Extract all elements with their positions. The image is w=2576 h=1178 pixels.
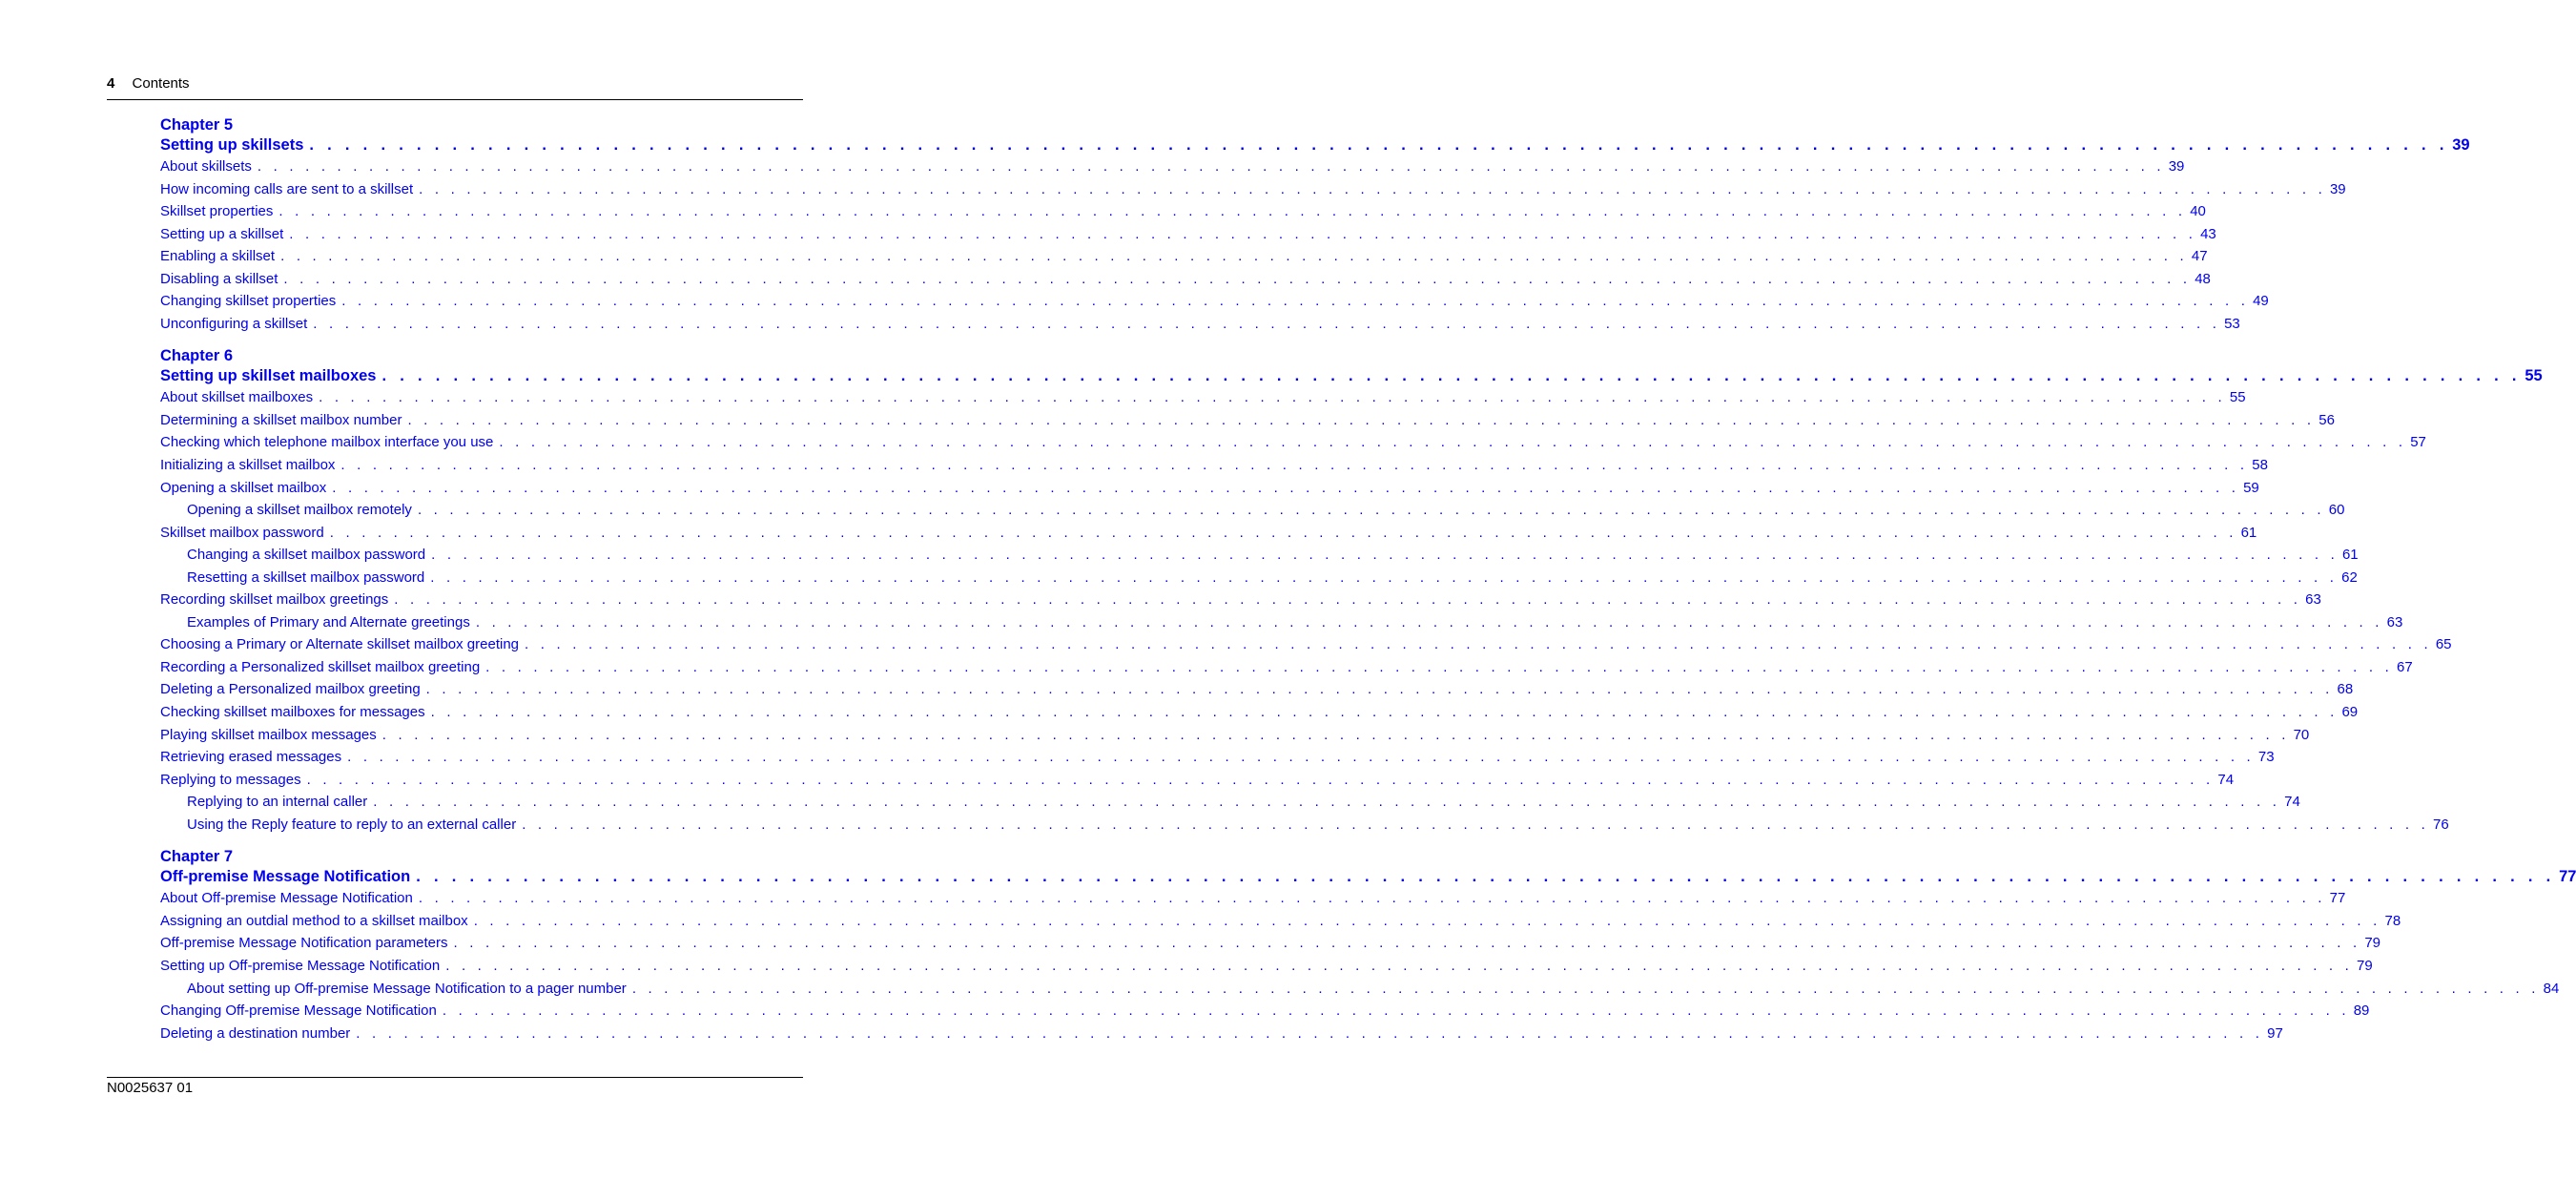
dot-leader: . . . . . . . . . . . . . . . . . . . . . . . . . . . . . . . . . . . . . . . . . . . . . . . . . . . . . . . . . . . . . . . . . . . . . . . . . . . . . . . . . . . . . . . . . . . . . . . . . . . . . . . . . . . . . . . . . . . . . . . . [381,726,2290,743]
section-title: Contents [132,75,190,92]
toc-entry-link-text: Replying to an internal caller [187,794,368,811]
toc-entry-link[interactable] [160,431,2426,454]
toc-entry-link-text: Opening a skillset mailbox [160,479,327,496]
toc-entry-link[interactable] [160,522,2257,545]
toc-entry-link-page: 70 [2293,726,2310,743]
toc-entry-link[interactable] [160,1023,2283,1045]
table-of-contents [160,116,2576,1057]
toc-entry-link-text: Skillset mailbox password [160,524,324,541]
toc-entry-link[interactable] [160,769,2235,792]
toc-entry-link-text: Determining a skillset mailbox number [160,411,402,428]
dot-leader: . . . . . . . . . . . . . . . . . . . . . . . . . . . . . . . . . . . . . . . . . . . . . . . . . . . . . . . . . . . . . . . . . . . . . . . . . . . . . . . . . . . . . . . . . . . . . . . . . . . . . . . . . . . . . . . . . . . . . . . . [257,158,2165,175]
toc-entry-link-page: 77 [2329,890,2346,907]
toc-entry-link-page: 74 [2217,771,2235,788]
dot-leader: . . . . . . . . . . . . . . . . . . . . . . . . . . . . . . . . . . . . . . . . . . . . . . . . . . . . . . . . . . . . . . . . . . . . . . . . . . . . . . . . . . . . . . . . . . . . . . . . . . . . . . . . . . . . . . . . . . . . . . . . [525,636,2432,653]
toc-entry-link-page: 39 [2168,158,2185,175]
toc-entry-link[interactable] [160,223,2216,246]
toc-entry-link[interactable] [160,611,2403,634]
dot-leader: . . . . . . . . . . . . . . . . . . . . . . . . . . . . . . . . . . . . . . . . . . . . . . . . . . . . . . . . . . . . . . . . . . . . . . . . . . . . . . . . . . . . . . . . . . . . . . . . . . . . . . . . . . . . . . . . . . . . . . . . [417,502,2325,519]
toc-entry-link[interactable] [160,791,2300,814]
chapter-title-link[interactable] [160,134,2470,155]
chapter-title-link[interactable] [160,365,2543,386]
chapter-title-link-text: Off-premise Message Notification [160,868,411,886]
toc-entry-link-text: Enabling a skillset [160,248,276,265]
toc-entry-link-page: 62 [2341,568,2358,586]
toc-entry-link-text: About skillset mailboxes [160,389,314,406]
toc-entry-link-page: 73 [2257,749,2275,766]
dot-leader: . . . . . . . . . . . . . . . . . . . . . . . . . . . . . . . . . . . . . . . . . . . . . . . . . . . . . . . . . . . . . . . . . . . . . . . . . . . . . . . . . . . . . . . . . . . . . . . . . . . . . . . . . . . . . . . . . . . . . . . . [329,524,2237,541]
toc-entry-link[interactable] [160,633,2452,656]
toc-entry-link[interactable] [160,200,2206,223]
chapter-title-link[interactable] [160,866,2576,887]
toc-entry-link-text: Disabling a skillset [160,270,278,287]
dot-leader: . . . . . . . . . . . . . . . . . . . . . . . . . . . . . . . . . . . . . . . . . . . . . . . . . . . . . . . . . . . . . . . . . . . . . . . . . . . . . . . . . . . . . . . . . . . . . . . . . . . . . . . . . . . . . . . . . . . . . . . . [430,704,2339,721]
dot-leader: . . . . . . . . . . . . . . . . . . . . . . . . . . . . . . . . . . . . . . . . . . . . . . . . . . . . . . . . . . . . . . . . . . . . . . . . . . . . . . . . . . . . . . . . . . . . . . . . . . . . . . . . . . . . . . . . . . . . . . . . [278,203,2187,220]
toc-entry-link-text: Setting up Off-premise Message Notification [160,957,441,974]
dot-leader: . . . . . . . . . . . . . . . . . . . . . . . . . . . . . . . . . . . . . . . . . . . . . . . . . . . . . . . . . . . . . . . . . . . . . . . . . . . . . . . . . . . . . . . . . . . . . . . . . . . . . . . . . . . . . . . . . . . . . . . . [475,613,2383,630]
footer-rule [107,1077,803,1078]
dot-leader: . . . . . . . . . . . . . . . . . . . . . . . . . . . . . . . . . . . . . . . . . . . . . . . . . . . . . . . . . . . . . . . . . . . . . . . . . . . . . . . . . . . . . . . . . . . . . . . . . . . . . . . . . . . . . . . . . . . . . . . . [347,749,2255,766]
toc-entry-link-page: 89 [2353,1002,2370,1020]
dot-leader: . . . . . . . . . . . . . . . . . . . . . . . . . . . . . . . . . . . . . . . . . . . . . . . . . . . . . . . . . . . . . . . . . . . . . . . . . . . . . . . . . . . . . . . . . . . . . . . . . . . . . . . . . . . . . . . . . . . . . . . . [381,367,2522,385]
toc-entry-link-page: 60 [2328,502,2345,519]
toc-entry-link[interactable] [160,589,2321,611]
toc-entry-link-text: About Off-premise Message Notification [160,890,413,907]
toc-entry-link[interactable] [160,746,2275,769]
toc-entry-link[interactable] [160,656,2413,679]
chapter-label[interactable]: Chapter 5 [160,116,234,134]
chapter-section [160,116,2470,335]
chapter-section [160,347,2543,836]
toc-entry-link-page: 84 [2543,980,2560,997]
toc-entry-link-page: 57 [2410,434,2426,451]
toc-entry-link-text: Deleting a destination number [160,1024,351,1042]
toc-entry-link-page: 76 [2433,816,2449,833]
toc-entry-link[interactable] [160,477,2259,500]
dot-leader: . . . . . . . . . . . . . . . . . . . . . . . . . . . . . . . . . . . . . . . . . . . . . . . . . . . . . . . . . . . . . . . . . . . . . . . . . . . . . . . . . . . . . . . . . . . . . . . . . . . . . . . . . . . . . . . . . . . . . . . . [340,457,2249,474]
toc-entry-link-page: 49 [2253,293,2269,310]
toc-entry-link-page: 40 [2190,203,2206,220]
toc-entry-link-page: 69 [2341,704,2359,721]
dot-leader: . . . . . . . . . . . . . . . . . . . . . . . . . . . . . . . . . . . . . . . . . . . . . . . . . . . . . . . . . . . . . . . . . . . . . . . . . . . . . . . . . . . . . . . . . . . . . . . . . . . . . . . . . . . . . . . . . . . . . . . . [341,293,2250,310]
toc-entry-link-page: 63 [2305,591,2321,609]
toc-entry-link[interactable] [160,678,2354,701]
toc-entry-link-page: 63 [2386,613,2403,630]
toc-entry-link-text: Replying to messages [160,771,301,788]
chapter-title-link-page: 39 [2452,136,2470,154]
toc-entry-link-text: Recording a Personalized skillset mailbox greeting [160,658,481,675]
toc-entry-link-page: 39 [2329,180,2346,197]
toc-entry-link-text: Checking which telephone mailbox interface you use [160,434,494,451]
toc-entry-link[interactable] [160,955,2373,978]
page-footer [107,1080,193,1096]
dot-leader: . . . . . . . . . . . . . . . . . . . . . . . . . . . . . . . . . . . . . . . . . . . . . . . . . . . . . . . . . . . . . . . . . . . . . . . . . . . . . . . . . . . . . . . . . . . . . . . . . . . . . . . . . . . . . . . . . . . . . . . . [473,912,2381,929]
toc-entry-link-page: 47 [2191,248,2208,265]
toc-entry-link-text: Resetting a skillset mailbox password [187,568,425,586]
toc-entry-link[interactable] [160,313,2240,336]
dot-leader: . . . . . . . . . . . . . . . . . . . . . . . . . . . . . . . . . . . . . . . . . . . . . . . . . . . . . . . . . . . . . . . . . . . . . . . . . . . . . . . . . . . . . . . . . . . . . . . . . . . . . . . . . . . . . . . . . . . . . . . . [445,957,2354,974]
toc-entry-link-text: About skillsets [160,158,252,175]
dot-leader: . . . . . . . . . . . . . . . . . . . . . . . . . . . . . . . . . . . . . . . . . . . . . . . . . . . . . . . . . . . . . . . . . . . . . . . . . . . . . . . . . . . . . . . . . . . . . . . . . . . . . . . . . . . . . . . . . . . . . . . . [485,658,2393,675]
header-rule [107,99,803,100]
chapter-title-link-text: Setting up skillset mailboxes [160,367,377,385]
page-header [107,75,803,92]
document-id: N0025637 01 [107,1080,194,1096]
dot-leader: . . . . . . . . . . . . . . . . . . . . . . . . . . . . . . . . . . . . . . . . . . . . . . . . . . . . . . . . . . . . . . . . . . . . . . . . . . . . . . . . . . . . . . . . . . . . . . . . . . . . . . . . . . . . . . . . . . . . . . . . [407,411,2316,428]
dot-leader: . . . . . . . . . . . . . . . . . . . . . . . . . . . . . . . . . . . . . . . . . . . . . . . . . . . . . . . . . . . . . . . . . . . . . . . . . . . . . . . . . . . . . . . . . . . . . . . . . . . . . . . . . . . . . . . . . . . . . . . . [280,248,2188,265]
toc-entry-link-text: Playing skillset mailbox messages [160,726,377,743]
toc-entry-link-page: 68 [2337,681,2354,698]
toc-entry-link-text: Changing a skillset mailbox password [187,547,426,564]
dot-leader: . . . . . . . . . . . . . . . . . . . . . . . . . . . . . . . . . . . . . . . . . . . . . . . . . . . . . . . . . . . . . . . . . . . . . . . . . . . . . . . . . . . . . . . . . . . . . . . . . . . . . . . . . . . . . . . . . . . . . . . . [289,225,2197,242]
toc-entry-link-text: Examples of Primary and Alternate greetings [187,613,470,630]
toc-entry-link-page: 61 [2240,524,2257,541]
toc-entry-link[interactable] [160,290,2269,313]
dot-leader: . . . . . . . . . . . . . . . . . . . . . . . . . . . . . . . . . . . . . . . . . . . . . . . . . . . . . . . . . . . . . . . . . . . . . . . . . . . . . . . . . . . . . . . . . . . . . . . . . . . . . . . . . . . . . . . . . . . . . . . . [332,479,2240,496]
toc-entry-link-page: 67 [2397,658,2413,675]
toc-entry-link[interactable] [160,499,2345,522]
toc-entry-link-text: Changing skillset properties [160,293,337,310]
toc-entry-link-page: 56 [2318,411,2335,428]
dot-leader: . . . . . . . . . . . . . . . . . . . . . . . . . . . . . . . . . . . . . . . . . . . . . . . . . . . . . . . . . . . . . . . . . . . . . . . . . . . . . . . . . . . . . . . . . . . . . . . . . . . . . . . . . . . . . . . . . . . . . . . . [442,1002,2350,1020]
toc-entry-link-page: 65 [2435,636,2452,653]
toc-entry-link-page: 74 [2284,794,2300,811]
toc-entry-link[interactable] [160,544,2359,567]
dot-leader: . . . . . . . . . . . . . . . . . . . . . . . . . . . . . . . . . . . . . . . . . . . . . . . . . . . . . . . . . . . . . . . . . . . . . . . . . . . . . . . . . . . . . . . . . . . . . . . . . . . . . . . . . . . . . . . . . . . . . . . . [631,980,2540,997]
dot-leader: . . . . . . . . . . . . . . . . . . . . . . . . . . . . . . . . . . . . . . . . . . . . . . . . . . . . . . . . . . . . . . . . . . . . . . . . . . . . . . . . . . . . . . . . . . . . . . . . . . . . . . . . . . . . . . . . . . . . . . . . [499,434,2407,451]
toc-entry-link-text: Choosing a Primary or Alternate skillset mailbox greeting [160,636,520,653]
dot-leader: . . . . . . . . . . . . . . . . . . . . . . . . . . . . . . . . . . . . . . . . . . . . . . . . . . . . . . . . . . . . . . . . . . . . . . . . . . . . . . . . . . . . . . . . . . . . . . . . . . . . . . . . . . . . . . . . . . . . . . . . [394,591,2302,609]
toc-entry-link-text: Initializing a skillset mailbox [160,457,336,474]
dot-leader: . . . . . . . . . . . . . . . . . . . . . . . . . . . . . . . . . . . . . . . . . . . . . . . . . . . . . . . . . . . . . . . . . . . . . . . . . . . . . . . . . . . . . . . . . . . . . . . . . . . . . . . . . . . . . . . . . . . . . . . . [453,935,2361,952]
chapter-section [160,848,2576,1044]
toc-entry-link-page: 58 [2252,457,2268,474]
toc-entry-link[interactable] [160,932,2381,955]
chapter-title-link-page: 77 [2559,868,2576,886]
dot-leader: . . . . . . . . . . . . . . . . . . . . . . . . . . . . . . . . . . . . . . . . . . . . . . . . . . . . . . . . . . . . . . . . . . . . . . . . . . . . . . . . . . . . . . . . . . . . . . . . . . . . . . . . . . . . . . . . . . . . . . . . [431,547,2339,564]
toc-entry-link-page: 78 [2384,912,2401,929]
toc-entry-link[interactable] [160,814,2449,837]
toc-entry-link[interactable] [160,1000,2370,1023]
toc-entry-link-text: About setting up Off-premise Message Notification to a pager number [187,980,627,997]
toc-entry-link[interactable] [160,245,2208,268]
dot-leader: . . . . . . . . . . . . . . . . . . . . . . . . . . . . . . . . . . . . . . . . . . . . . . . . . . . . . . . . . . . . . . . . . . . . . . . . . . . . . . . . . . . . . . . . . . . . . . . . . . . . . . . . . . . . . . . . . . . . . . . . [419,180,2326,197]
dot-leader: . . . . . . . . . . . . . . . . . . . . . . . . . . . . . . . . . . . . . . . . . . . . . . . . . . . . . . . . . . . . . . . . . . . . . . . . . . . . . . . . . . . . . . . . . . . . . . . . . . . . . . . . . . . . . . . . . . . . . . . . [425,681,2334,698]
toc-entry-link-page: 55 [2229,389,2246,406]
toc-entry-link-text: Setting up a skillset [160,225,284,242]
toc-entry-link-text: Assigning an outdial method to a skillset mailbox [160,912,468,929]
chapter-title-link-page: 55 [2524,367,2543,385]
toc-entry-link[interactable] [160,887,2346,910]
toc-entry-link[interactable] [160,409,2335,432]
toc-entry-link-text: Checking skillset mailboxes for messages [160,704,425,721]
toc-entry-link-page: 48 [2195,270,2211,287]
toc-entry-link-text: Recording skillset mailbox greetings [160,591,389,609]
dot-leader: . . . . . . . . . . . . . . . . . . . . . . . . . . . . . . . . . . . . . . . . . . . . . . . . . . . . . . . . . . . . . . . . . . . . . . . . . . . . . . . . . . . . . . . . . . . . . . . . . . . . . . . . . . . . . . . . . . . . . . . . [313,315,2221,332]
dot-leader: . . . . . . . . . . . . . . . . . . . . . . . . . . . . . . . . . . . . . . . . . . . . . . . . . . . . . . . . . . . . . . . . . . . . . . . . . . . . . . . . . . . . . . . . . . . . . . . . . . . . . . . . . . . . . . . . . . . . . . . . [283,270,2192,287]
toc-entry-link-text: Skillset properties [160,203,274,220]
toc-entry-link[interactable] [160,701,2359,724]
toc-entry-link-text: How incoming calls are sent to a skillset [160,180,414,197]
page-number: 4 [107,75,115,92]
toc-entry-link-text: Off-premise Message Notification parameters [160,935,448,952]
toc-entry-link-text: Deleting a Personalized mailbox greeting [160,681,421,698]
chapter-label[interactable]: Chapter 6 [160,347,234,365]
dot-leader: . . . . . . . . . . . . . . . . . . . . . . . . . . . . . . . . . . . . . . . . . . . . . . . . . . . . . . . . . . . . . . . . . . . . . . . . . . . . . . . . . . . . . . . . . . . . . . . . . . . . . . . . . . . . . . . . . . . . . . . . [373,794,2281,811]
dot-leader: . . . . . . . . . . . . . . . . . . . . . . . . . . . . . . . . . . . . . . . . . . . . . . . . . . . . . . . . . . . . . . . . . . . . . . . . . . . . . . . . . . . . . . . . . . . . . . . . . . . . . . . . . . . . . . . . . . . . . . . . [416,868,2556,886]
toc-entry-link-text: Unconfiguring a skillset [160,315,308,332]
toc-entry-link-text: Retrieving erased messages [160,749,342,766]
chapter-title-link-text: Setting up skillsets [160,136,304,154]
toc-entry-link-page: 53 [2224,315,2240,332]
toc-entry-link-text: Changing Off-premise Message Notification [160,1002,437,1020]
toc-entry-link[interactable] [160,155,2185,178]
dot-leader: . . . . . . . . . . . . . . . . . . . . . . . . . . . . . . . . . . . . . . . . . . . . . . . . . . . . . . . . . . . . . . . . . . . . . . . . . . . . . . . . . . . . . . . . . . . . . . . . . . . . . . . . . . . . . . . . . . . . . . . . [418,890,2326,907]
toc-entry-link[interactable] [160,724,2310,747]
toc-entry-link[interactable] [160,386,2246,409]
dot-leader: . . . . . . . . . . . . . . . . . . . . . . . . . . . . . . . . . . . . . . . . . . . . . . . . . . . . . . . . . . . . . . . . . . . . . . . . . . . . . . . . . . . . . . . . . . . . . . . . . . . . . . . . . . . . . . . . . . . . . . . . [309,136,2449,154]
toc-entry-link-page: 61 [2341,547,2359,564]
toc-entry-link[interactable] [160,268,2211,291]
dot-leader: . . . . . . . . . . . . . . . . . . . . . . . . . . . . . . . . . . . . . . . . . . . . . . . . . . . . . . . . . . . . . . . . . . . . . . . . . . . . . . . . . . . . . . . . . . . . . . . . . . . . . . . . . . . . . . . . . . . . . . . . [306,771,2215,788]
toc-entry-link[interactable] [160,454,2268,477]
toc-entry-link[interactable] [160,978,2560,1001]
toc-entry-link-page: 59 [2243,479,2259,496]
toc-entry-link-text: Opening a skillset mailbox remotely [187,502,412,519]
toc-entry-link-page: 79 [2357,957,2373,974]
dot-leader: . . . . . . . . . . . . . . . . . . . . . . . . . . . . . . . . . . . . . . . . . . . . . . . . . . . . . . . . . . . . . . . . . . . . . . . . . . . . . . . . . . . . . . . . . . . . . . . . . . . . . . . . . . . . . . . . . . . . . . . . [319,389,2226,406]
toc-entry-link-page: 97 [2267,1024,2283,1042]
toc-entry-link[interactable] [160,567,2358,589]
toc-entry-link[interactable] [160,910,2401,933]
toc-entry-link-text: Using the Reply feature to reply to an external caller [187,816,517,833]
toc-entry-link-page: 79 [2364,935,2381,952]
dot-leader: . . . . . . . . . . . . . . . . . . . . . . . . . . . . . . . . . . . . . . . . . . . . . . . . . . . . . . . . . . . . . . . . . . . . . . . . . . . . . . . . . . . . . . . . . . . . . . . . . . . . . . . . . . . . . . . . . . . . . . . . [356,1024,2264,1042]
toc-entry-link[interactable] [160,178,2346,201]
dot-leader: . . . . . . . . . . . . . . . . . . . . . . . . . . . . . . . . . . . . . . . . . . . . . . . . . . . . . . . . . . . . . . . . . . . . . . . . . . . . . . . . . . . . . . . . . . . . . . . . . . . . . . . . . . . . . . . . . . . . . . . . [430,568,2339,586]
dot-leader: . . . . . . . . . . . . . . . . . . . . . . . . . . . . . . . . . . . . . . . . . . . . . . . . . . . . . . . . . . . . . . . . . . . . . . . . . . . . . . . . . . . . . . . . . . . . . . . . . . . . . . . . . . . . . . . . . . . . . . . . [522,816,2430,833]
chapter-label[interactable]: Chapter 7 [160,848,234,866]
toc-entry-link-page: 43 [2200,225,2216,242]
